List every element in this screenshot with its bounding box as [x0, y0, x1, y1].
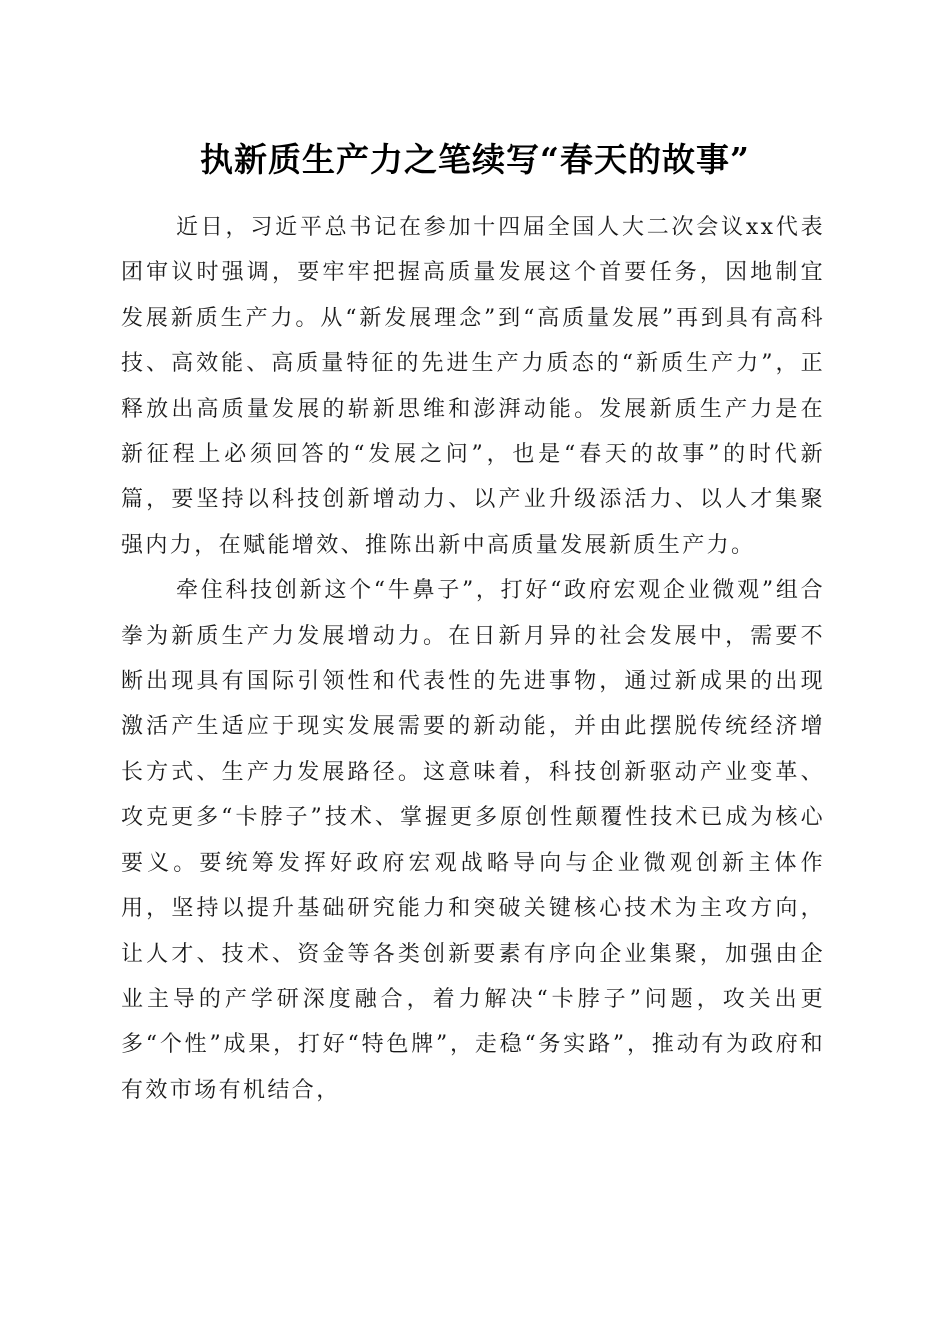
paragraph-1: 近日，习近平总书记在参加十四届全国人大二次会议xx代表团审议时强调，要牢牢把握高质量发展这个首要任务，因地制宜发展新质生产力。从“新发展理念”到“高质量发展”再到具有高科技、高效能、高质量特征的先进生产力质态的“新质生产力”，正释放出高质量发展的崭新思维和澎湃动能。发展新质生产力是在新征程上必须回答的“发展之问”，也是“春天的故事”的时代新篇，要坚持以科技创新增动力、以产业升级添活力、以人才集聚强内力，在赋能增效、推陈出新中高质量发展新质生产力。 — [121, 215, 825, 558]
paragraph-2: 牵住科技创新这个“牛鼻子”，打好“政府宏观企业微观”组合拳为新质生产力发展增动力。在日新月异的社会发展中，需要不断出现具有国际引领性和代表性的先进事物，通过新成果的出现激活产生适应于现实发展需要的新动能，并由此摆脱传统经济增长方式、生产力发展路径。这意味着，科技创新驱动产业变革、攻克更多“卡脖子”技术、掌握更多原创性颠覆性技术已成为核心要义。要统筹发挥好政府宏观战略导向与企业微观创新主体作用，坚持以提升基础研究能力和突破关键核心技术为主攻方向，让人才、技术、资金等各类创新要素有序向企业集聚，加强由企业主导的产学研深度融合，着力解决“卡脖子”问题，攻关出更多“个性”成果，打好“特色牌”，走稳“务实路”，推动有为政府和有效市场有机结合， — [121, 578, 825, 1103]
document-body — [121, 205, 825, 1113]
document-title: 执新质生产力之笔续写“春天的故事” — [200, 140, 750, 179]
